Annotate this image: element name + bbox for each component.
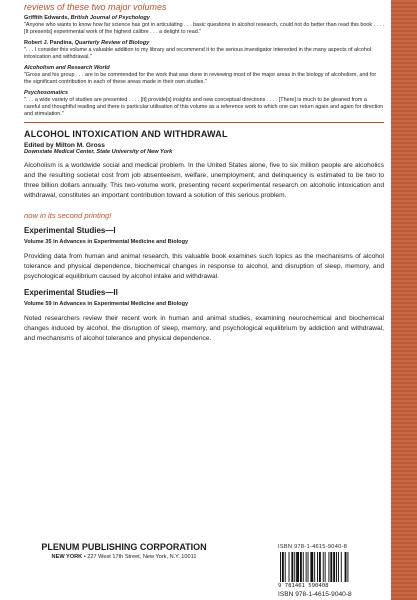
decorative-side-band <box>391 0 417 600</box>
review-item <box>24 65 384 86</box>
printing-note: now in its second printing! <box>24 211 112 220</box>
divider <box>24 122 384 123</box>
volume-series: Volume 59 in Advances in Experimental Medicine and Biology <box>24 301 189 307</box>
review-source: Griffith Edwards, British Journal of Psychology <box>24 15 150 21</box>
cover-content <box>24 2 384 350</box>
barcode-bar <box>294 552 295 582</box>
barcode-bar <box>328 552 329 582</box>
publisher-block <box>24 542 224 560</box>
barcode-bar <box>282 552 284 582</box>
barcode-bar <box>345 552 347 582</box>
book-title: ALCOHOL INTOXICATION AND WITHDRAWAL <box>24 129 228 139</box>
review-quote: ". . . a wide variety of studies are presented . . . . [It] provide[s] insights and new conceptual directions . . . . [There] is much to be gleaned from a careful and thoughtful reading and there is particular utilisation of this volume as a reference work to which one can return again and again for direction and stimulation." <box>24 97 384 117</box>
volume-description: Providing data from human and animal research, this valuable book examines such topics as the mechanisms of alcohol tolerance and physical dependence, biochemical changes in response to alcohol, and disruption of sleep, memory, and psychological equilibrium caused by alcohol intake and withdrawal. <box>24 253 384 280</box>
barcode-bar <box>338 552 339 582</box>
barcode-digits: 9 781461 590408 <box>278 583 329 589</box>
barcode-bar <box>303 552 304 582</box>
barcode-icon <box>278 552 386 582</box>
volume-description: Noted researchers review their recent work in human and animal studies, examining neurochemical and biochemical changes induced by alcohol, the disruption of sleep, memory, and psychological equilibrium by addiction and withdrawal, and mechanisms of alcohol tolerance and physical dependence. <box>24 315 384 342</box>
volume-title: Experimental Studies—II <box>24 288 118 297</box>
barcode-bar <box>319 552 321 582</box>
barcode-bar <box>333 552 335 582</box>
review-quote: "Gross and his group . . . are to be commended for the work that was done in reviewing most of the major areas in the biology of alcoholism, and for the significant contribution in each of these areas made in their own studies." <box>24 72 377 85</box>
volume-title: Experimental Studies—I <box>24 226 116 235</box>
barcode-bar <box>300 552 302 582</box>
barcode-bar <box>336 552 337 582</box>
barcode-bar <box>317 552 318 582</box>
barcode-bar <box>323 552 324 582</box>
review-item <box>24 15 384 36</box>
editor-affiliation: Downstate Medical Center, State University of New York <box>24 149 173 155</box>
book-description: Alcoholism is a worldwide social and medical problem. In the United States alone, five to six million people are alcoholics and the resulting societal cost from job absenteeism, welfare, unemployment, and delinquency is estimated to be two to three billion dollars annually. This two-volume work, presenting recent experimental research on alcoholic intoxication and withdrawal, constitutes an important contribution toward a solution of this serious problem. <box>24 162 384 199</box>
publisher-name: PLENUM PUBLISHING CORPORATION <box>41 542 207 552</box>
review-quote: "Anyone who wants to know how far science has got in articulating . . . basic questions in alcohol research, could not do better than read this book . . . . [It presents] experimental work of the highest calibre . . . a delight to read." <box>24 22 384 35</box>
barcode-bar <box>291 552 293 582</box>
barcode-bar <box>306 552 307 582</box>
barcode-bar <box>289 552 290 582</box>
barcode-block <box>278 544 386 598</box>
barcode-bar <box>285 552 286 582</box>
barcode-graphic <box>278 552 382 582</box>
barcode-bar <box>325 552 326 582</box>
reviews-heading: reviews of these two major volumes <box>24 2 167 12</box>
review-quote: ". . . I consider this volume a valuable addition to my library and recommend it to the serious investigator interested in the many aspects of alcohol intoxication and withdrawal." <box>24 47 372 60</box>
isbn-top: ISBN 978-1-4615-9040-8 <box>278 544 348 550</box>
isbn-bottom: ISBN 978-1-4615-9040-8 <box>278 591 352 598</box>
barcode-bar <box>341 552 342 582</box>
barcode-bar <box>314 552 315 582</box>
barcode-bar <box>310 552 313 582</box>
review-source: Psychosomatics <box>24 90 69 96</box>
publisher-address: NEW YORK • 227 West 17th Street, New York, N.Y. 10011 <box>51 554 197 560</box>
review-item <box>24 90 384 118</box>
review-item <box>24 40 384 61</box>
review-source: Robert J. Pandina, Quarterly Review of Biology <box>24 40 150 46</box>
barcode-bar <box>308 552 309 582</box>
barcode-bar <box>330 552 332 582</box>
barcode-bar <box>347 552 348 582</box>
review-source: Alcoholism and Research World <box>24 65 110 71</box>
barcode-bar <box>280 552 281 582</box>
barcode-bar <box>296 552 299 582</box>
editor-line: Edited by Milton M. Gross <box>24 142 105 149</box>
volume-series: Volume 35 in Advances in Experimental Medicine and Biology <box>24 239 189 245</box>
